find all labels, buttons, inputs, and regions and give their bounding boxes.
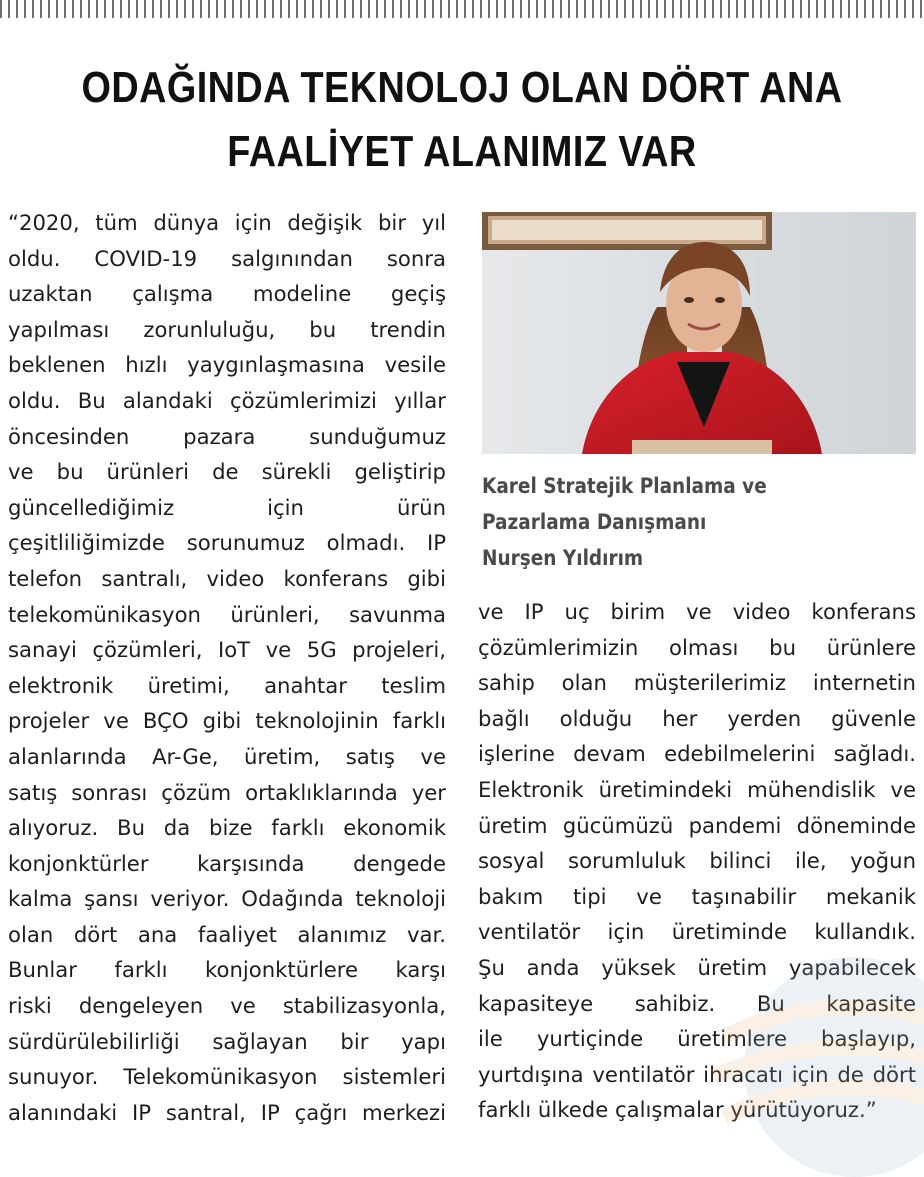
headline-line-2: FAALİYET ALANIMIZ VAR [227,127,697,176]
caption-line-3: Nurşen Yıldırım [482,546,644,570]
portrait-illustration [482,212,916,454]
body-line: satış sonrası çözüm ortaklıklarında yer [8,779,446,805]
article-headline [65,56,860,184]
body-line: projeler ve BÇO gibi teknolojinin farklı [8,708,446,734]
body-line: sahip olan müşterilerimiz internetin [478,670,916,696]
body-line: kapasiteye sahibiz. Bu kapasite [478,990,916,1016]
body-line: bakım tipi ve taşınabilir mekanik [478,883,916,909]
body-line: uzaktan çalışma modeline geçiş [8,281,446,307]
body-line: çözümlerimizin olması bu ürünlere [478,634,916,660]
body-line: farklı ülkede çalışmalar yürütüyoruz.” [478,1097,877,1123]
body-line: Şu anda yüksek üretim yapabilecek [478,954,916,980]
body-line: üretim gücümüzü pandemi döneminde [478,812,916,838]
body-line: telekomünikasyon ürünleri, savunma [8,601,446,627]
body-line: kalma şansı veriyor. Odağında teknoloji [8,886,446,912]
headline-line-1: ODAĞINDA TEKNOLOJ OLAN DÖRT ANA [81,63,843,112]
caption-line-1: Karel Stratejik Planlama ve [482,474,767,498]
body-line: olan dört ana faaliyet alanımız var. [8,921,446,947]
body-line: öncesinden pazara sunduğumuz [8,423,446,449]
portrait-photo [482,212,916,454]
body-line: alıyoruz. Bu da bize farklı ekonomik [8,815,446,841]
body-line: beklenen hızlı yaygınlaşmasına vesile [8,352,446,378]
body-line: sürdürülebilirliği sağlayan bir yapı [8,1028,446,1054]
body-line: oldu. Bu alandaki çözümlerimizi yıllar [8,387,446,413]
body-line: ve IP uç birim ve video konferans [478,599,916,624]
body-line: ve bu ürünleri de sürekli geliştirip [8,459,446,485]
body-line: elektronik üretimi, anahtar teslim [8,672,446,698]
body-line: ile yurtiçinde üretimlere başlayıp, [478,1026,916,1052]
top-hatch-rule [0,0,924,18]
body-line: ventilatör için üretiminde kullandık. [478,919,916,945]
body-line: oldu. COVID-19 salgınından sonra [8,245,446,271]
body-line: yurtdışına ventilatör ihracatı için de dört [478,1061,916,1087]
body-line: konjonktürler karşısında dengede [8,850,446,876]
body-line: riski dengeleyen ve stabilizasyonla, [8,993,446,1019]
right-text-column [478,594,916,1129]
body-line: sosyal sorumluluk bilinci ile, yoğun [478,848,916,874]
body-line: “2020, tüm dünya için değişik bir yıl [8,210,446,235]
caption-line-2: Pazarlama Danışmanı [482,510,707,534]
left-text-column [8,205,446,1133]
body-line: Bunlar farklı konjonktürlere karşı [8,957,446,983]
body-line: alanındaki IP santral, IP çağrı merkezi [8,1099,446,1125]
body-line: sunuyor. Telekomünikasyon sistemleri [8,1064,446,1090]
body-line: güncellediğimiz için ürün [8,494,446,520]
photo-caption [482,468,864,576]
body-line: yapılması zorunluluğu, bu trendin [8,316,446,342]
body-line: çeşitliliğimizde sorunumuz olmadı. IP [8,530,446,556]
body-line: alanlarında Ar-Ge, üretim, satış ve [8,743,446,769]
body-line: telefon santralı, video konferans gibi [8,565,446,591]
body-line: bağlı olduğu her yerden güvenle [478,705,916,731]
body-line: sanayi çözümleri, IoT ve 5G projeleri, [8,637,446,663]
body-line: Elektronik üretimindeki mühendislik ve [478,776,916,802]
body-line: işlerine devam edebilmelerini sağladı. [478,741,916,767]
